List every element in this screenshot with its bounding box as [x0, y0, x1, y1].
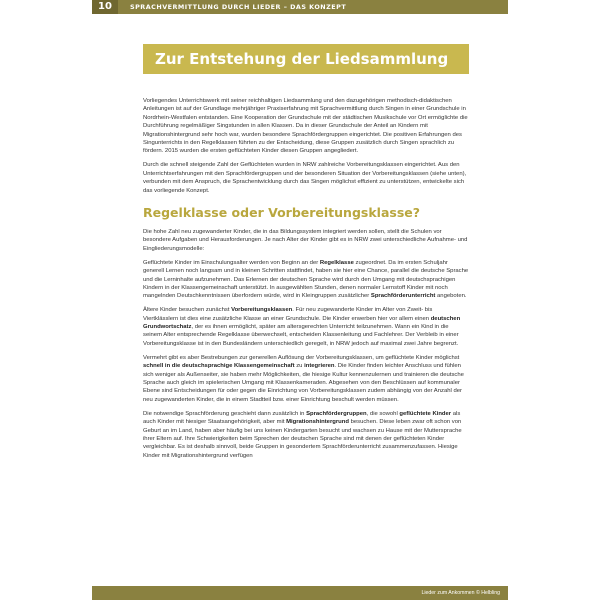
bold-term: deutschen Grundwortschatz	[143, 315, 461, 331]
paragraph-text: Geflüchtete Kinder im Einschulungsalter werden von Beginn an der	[143, 259, 320, 266]
paragraph-text: als auch Kinder mit hiesiger Staatsangehörigkeit, aber mit	[143, 410, 461, 426]
bold-term: schnell in die deutschsprachige Klassengemeinschaft	[143, 363, 295, 370]
paragraph-text: . Die Kinder finden leichter Anschluss und fühlen sich weniger als Außenseiter, sie haben mehr Möglichkeiten, die hiesige Kultur kennenzulernen und trainieren die deutsche Sprache auch gleich im spielerischen Umgang mit Klassenkameraden. Abgesehen von den Beschlüssen auf kommunaler Ebene sind Entscheidungen für oder gegen die Einrichtung von Vorbereitungsklassen zudem abhängig von der Anzahl der neu zugewanderten Kinder, die in einem Stadtteil bzw. einer Einrichtung beschult werden müssen.	[143, 363, 464, 403]
paragraph-text: zu	[294, 363, 305, 370]
paragraph-text: . Für neu zugewanderte Kinder im Alter von Zweit- bis Viertklässlern ist dies eine zusätzliche Klasse an einer Grundschule. Die Kinder erwerben hier vor allem einen	[143, 307, 433, 322]
paragraph-text: , der es ihnen ermöglicht, später am altersgerechten Unterricht teilzunehmen. Wann ein Kind in die seinem Alter entsprechende Regelklasse überwechselt, entscheiden Klassenleitung und Fachlehrer. Der Verbleib in einer Vorbereitungsklasse ist in den Bundesländern unterschiedlich geregelt, in NRW jedoch auf maximal zwei Jahre begrenzt.	[143, 324, 459, 347]
running-head: SPRACHVERMITTLUNG DURCH LIEDER – DAS KONZEPT	[130, 3, 347, 11]
bold-term: Sprachförderunterricht	[370, 293, 436, 300]
paragraph	[143, 228, 469, 253]
paragraph-text: , die sowohl	[366, 410, 400, 417]
body-text	[143, 97, 469, 466]
paragraph	[143, 354, 469, 404]
footer-credit: Lieder zum Ankommen © Helbling	[421, 590, 500, 596]
paragraph-text: Ältere Kinder besuchen zunächst	[143, 307, 232, 314]
paragraph	[143, 410, 469, 460]
paragraph	[143, 306, 469, 348]
paragraph-text: besuchen. Diese leben zwar oft schon von Geburt an im Land, haben aber häufig bei uns keinen Kindergarten besucht und wachsen zu Hause mit der Muttersprache ihrer Eltern auf. Ihre Schwierigkeiten beim Sprechen der deutschen Sprache sind mit denen der geflüchteten Kinder vergleichbar. Es ist deshalb sinnvoll, beide Gruppen in gesondertem Sprachförderunterricht zusammenzufassen. Hiesige Kinder mit Migrationshintergrund verfügen	[143, 419, 462, 459]
paragraph	[143, 97, 469, 156]
paragraph-text: Durch die schnell steigende Zahl der Geflüchteten wurden in NRW zahlreiche Vorbereitungsklassen eingerichtet. Aus den Unterrichtserfahrungen mit den Sprachfördergruppen und der besonderen Situation der Vorbereitungsklassen (siehe unten), verbunden mit dem Anspruch, die Sprachentwicklung durch das Singen möglichst effizient zu unterstützen, entwickelte sich das vorliegende Konzept.	[143, 162, 467, 194]
title-banner	[143, 44, 469, 74]
paragraph-text: zugeordnet. Da im ersten Schuljahr generell Lernen noch langsam und in kleinen Schritten stattfindet, haben sie hier eine Chance, parallel die deutsche Sprache und die Lerninhalte aufzunehmen. Das Erlernen der deutschen Sprache wird durch den Umgang mit deutschsprachigen Kindern in der Klassengemeinschaft unterstützt. In ausgewählten Stunden, denen normaler Lernstoff Kinder mit noch mangelnden Deutschkenntnissen überfordern würde, wird in Kleingruppen zusätzlicher	[143, 259, 469, 300]
bold-term: Regelklasse	[319, 259, 354, 266]
bold-term: geflüchtete Kinder	[399, 410, 452, 417]
paragraph-text: Die notwendige Sprachförderung geschieht dann zusätzlich in	[143, 410, 307, 417]
paragraph-text: angeboten.	[435, 293, 467, 300]
bold-term: Sprachfördergruppen	[306, 410, 367, 417]
bold-term: Migrationshintergrund	[286, 419, 349, 426]
paragraph	[143, 259, 469, 301]
bold-term: integrieren	[304, 363, 335, 370]
paragraph-text: Die hohe Zahl neu zugewanderter Kinder, die in das Bildungssystem integriert werden sollen, stellt die Schulen vor besondere Aufgaben und Herausforderungen. Je nach Alter der Kinder gibt es in NRW zwei unterschiedliche Aufnahme- und Eingliederungsmodelle:	[143, 228, 468, 252]
paragraph-text: Vermehrt gibt es aber Bestrebungen zur generellen Auflösung der Vorbereitungsklassen, um geflüchtete Kinder möglichst	[143, 354, 460, 361]
bold-term: Vorbereitungsklassen	[231, 307, 293, 314]
page-title: Zur Entstehung der Liedsammlung	[155, 50, 449, 68]
paragraph	[143, 161, 469, 195]
section-heading: Regelklasse oder Vorbereitungsklasse?	[143, 204, 420, 220]
page-number: 10	[92, 0, 118, 14]
paragraph-text: Vorliegendes Unterrichtswerk mit seiner reichhaltigen Liedsammlung und den dazugehörigen methodisch-didaktischen Anleitungen ist auf der Grundlage mehrjähriger Praxiserfahrung mit Sprachvermittlung durch Singen in einer Grundschule in Nordrhein-Westfalen entstanden. Eine Kooperation der Grundschule mit der städtischen Musikschule vor Ort ermöglichte die Durchführung regelmäßiger Singstunden in allen Klassen. Da in dieser Grundschule der Anteil an Kindern mit Migrationshintergrund sehr hoch war, wurden besondere Sprachfördergruppen eingerichtet. Die positiven Erfahrungen des Singunterrichts in den Regelklassen führten zu der Entscheidung, diese Gruppen zusätzlich durch Singen sprachlich zu fördern. 2015 wurden die ersten geflüchteten Kinder diesen Gruppen angegliedert.	[143, 98, 468, 155]
